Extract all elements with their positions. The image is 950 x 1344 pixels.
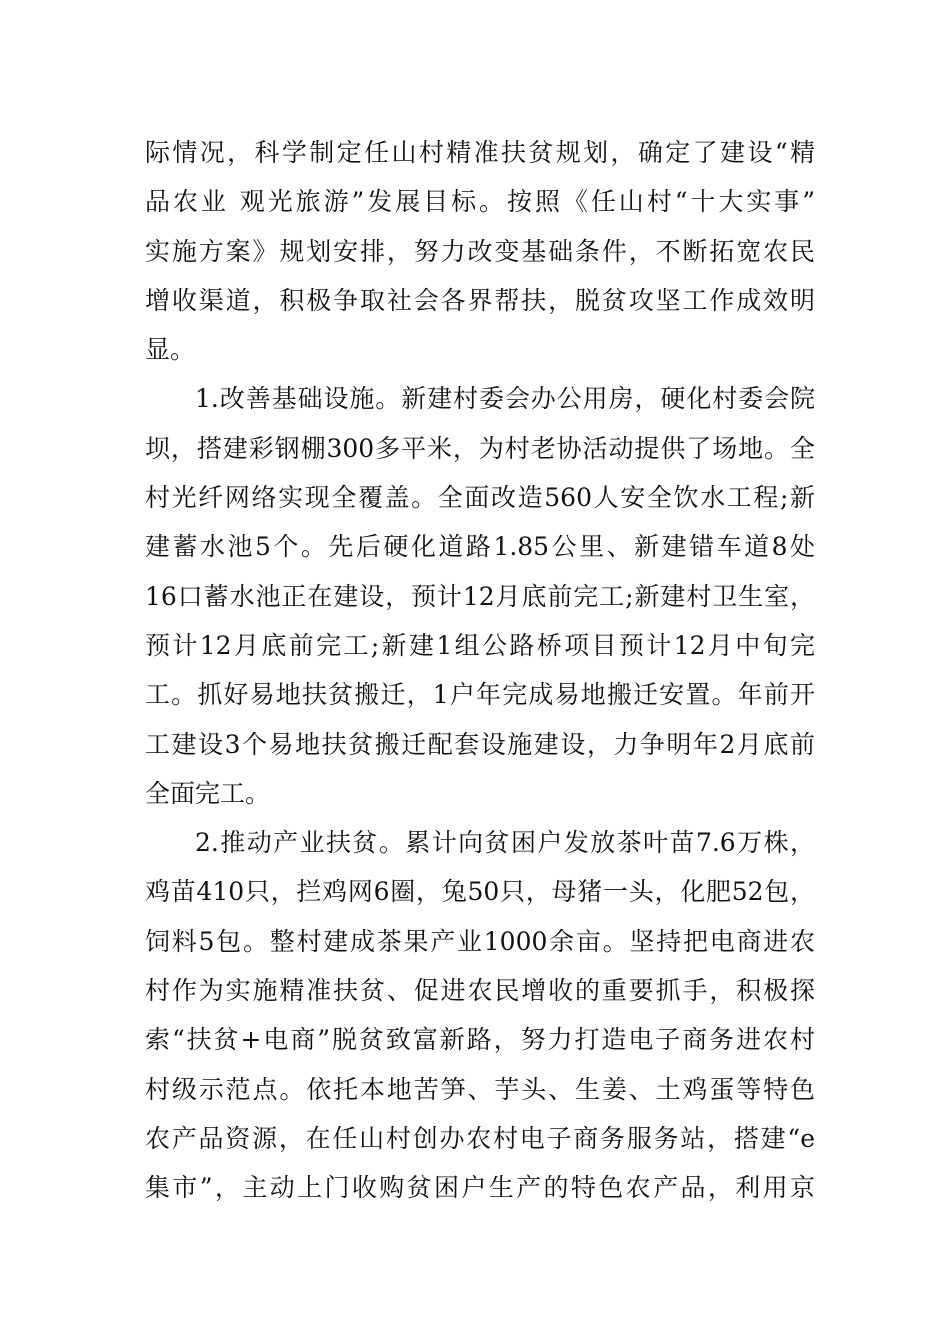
paragraph-3: [145, 818, 815, 1212]
text-line: 工。抓好易地扶贫搬迁，1户年完成易地搬迁安置。年前开: [145, 680, 815, 710]
paragraph-2: [145, 374, 815, 818]
text-line: 预计12月底前完工;新建1组公路桥项目预计12月中旬完: [145, 630, 815, 660]
text-line: 2.推动产业扶贫。累计向贫困户发放茶叶苗7.6万株，: [195, 828, 815, 858]
text-line: 农产品资源，在任山村创办农村电子商务服务站，搭建“e: [145, 1123, 815, 1153]
text-line: 建蓄水池5个。先后硬化道路1.85公里、新建错车道8处: [145, 532, 815, 562]
text-line: 全面完工。: [145, 778, 271, 808]
text-line: 村光纤网络实现全覆盖。全面改造560人安全饮水工程;新: [145, 483, 815, 513]
text-line: 索“扶贫+电商”脱贫致富新路，努力打造电子商务进农村: [145, 1025, 815, 1055]
text-line: 工建设3个易地扶贫搬迁配套设施建设，力争明年2月底前: [145, 729, 815, 759]
text-line: 品农业 观光旅游”发展目标。按照《任山村“十大实事”: [145, 187, 815, 217]
text-line: 集市”，主动上门收购贫困户生产的特色农产品，利用京: [145, 1173, 815, 1203]
text-line: 坝，搭建彩钢棚300多平米，为村老协活动提供了场地。全: [145, 433, 815, 463]
text-line: 16口蓄水池正在建设，预计12月底前完工;新建村卫生室，: [145, 581, 815, 611]
text-line: 饲料5包。整村建成茶果产业1000余亩。坚持把电商进农: [145, 926, 815, 956]
text-line: 显。: [145, 335, 196, 365]
text-line: 1.改善基础设施。新建村委会办公用房，硬化村委会院: [195, 384, 815, 414]
text-line: 增收渠道，积极争取社会各界帮扶，脱贫攻坚工作成效明: [145, 285, 815, 315]
text-line: 村级示范点。依托本地苦笋、芋头、生姜、土鸡蛋等特色: [145, 1074, 815, 1104]
text-line: 鸡苗410只，拦鸡网6圈，兔50只，母猪一头，化肥52包，: [145, 877, 815, 907]
text-line: 村作为实施精准扶贫、促进农民增收的重要抓手，积极探: [145, 976, 815, 1006]
text-line: 际情况，科学制定任山村精准扶贫规划，确定了建设“精: [145, 138, 815, 167]
document-body: [145, 128, 815, 1213]
text-line: 实施方案》规划安排，努力改变基础条件，不断拓宽农民: [145, 236, 815, 266]
paragraph-1: [145, 128, 815, 374]
